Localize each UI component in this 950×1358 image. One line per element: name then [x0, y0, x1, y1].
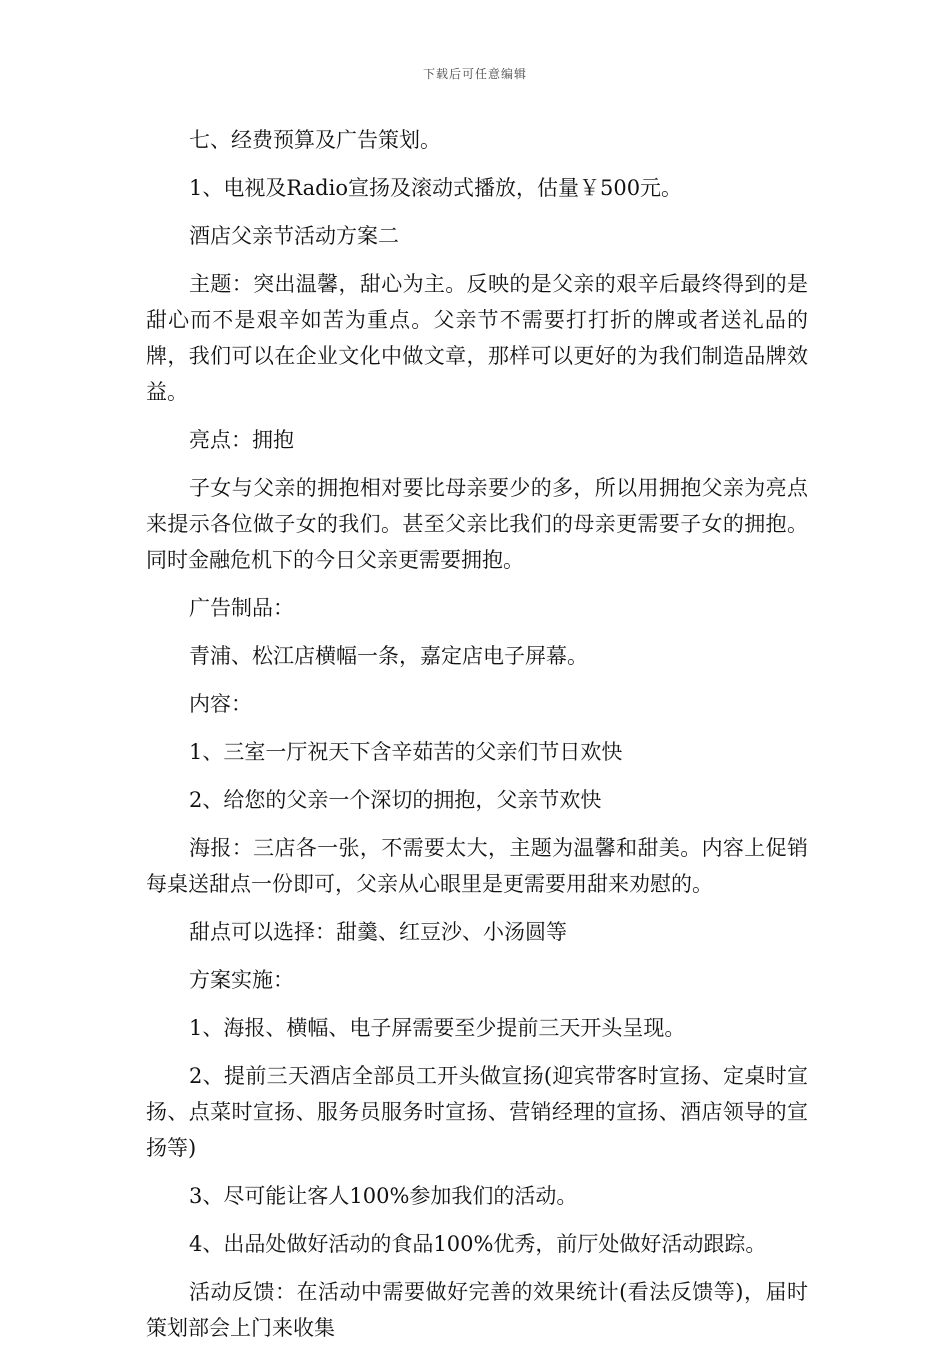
paragraph-theme: 主题：突出温馨，甜心为主。反映的是父亲的艰辛后最终得到的是甜心而不是艰辛如苦为重点。父亲节不需要打打折的牌或者送礼品的牌，我们可以在企业文化中做文章，那样可以更好的为我们制造品牌效益。 — [146, 272, 808, 404]
paragraph-hug-description: 子女与父亲的拥抱相对要比母亲要少的多，所以用拥抱父亲为亮点来提示各位做子女的我们。甚至父亲比我们的母亲更需要子女的拥抱。同时金融危机下的今日父亲更需要拥抱。 — [146, 476, 808, 572]
paragraph-dessert-options: 甜点可以选择：甜羹、红豆沙、小汤圆等 — [189, 920, 567, 944]
paragraph-plan-two-title: 酒店父亲节活动方案二 — [189, 224, 399, 248]
paragraph-implementation-heading: 方案实施： — [189, 968, 294, 992]
paragraph-feedback: 活动反馈：在活动中需要做好完善的效果统计(看法反馈等)，届时策划部会上门来收集 — [146, 1280, 808, 1340]
paragraph-implementation-1: 1、海报、横幅、电子屏需要至少提前三天开头呈现。 — [189, 1016, 686, 1040]
paragraph-content-heading: 内容： — [189, 692, 252, 716]
paragraph-implementation-2: 2、提前三天酒店全部员工开头做宣扬(迎宾带客时宣扬、定桌时宣扬、点菜时宣扬、服务员服务时宣扬、营销经理的宣扬、酒店领导的宣扬等) — [146, 1064, 808, 1160]
paragraph-banners: 青浦、松江店横幅一条，嘉定店电子屏幕。 — [189, 644, 588, 668]
paragraph-poster: 海报：三店各一张，不需要太大，主题为温馨和甜美。内容上促销每桌送甜点一份即可，父亲从心眼里是更需要用甜来劝慰的。 — [146, 836, 808, 896]
paragraph-budget-heading: 七、经费预算及广告策划。 — [189, 128, 441, 152]
document-body — [146, 122, 808, 1358]
paragraph-tv-radio: 1、电视及Radio宣扬及滚动式播放，估量￥500元。 — [189, 176, 683, 200]
header-note: 下载后可任意编辑 — [422, 67, 527, 81]
paragraph-content-item-2: 2、给您的父亲一个深切的拥抱，父亲节欢快 — [189, 788, 602, 812]
paragraph-content-item-1: 1、三室一厅祝天下含辛茹苦的父亲们节日欢快 — [189, 740, 623, 764]
paragraph-highlight: 亮点：拥抱 — [189, 428, 294, 452]
paragraph-ad-products: 广告制品： — [189, 596, 294, 620]
paragraph-implementation-4: 4、出品处做好活动的食品100%优秀，前厅处做好活动跟踪。 — [189, 1232, 767, 1256]
paragraph-implementation-3: 3、尽可能让客人100%参加我们的活动。 — [189, 1184, 578, 1208]
